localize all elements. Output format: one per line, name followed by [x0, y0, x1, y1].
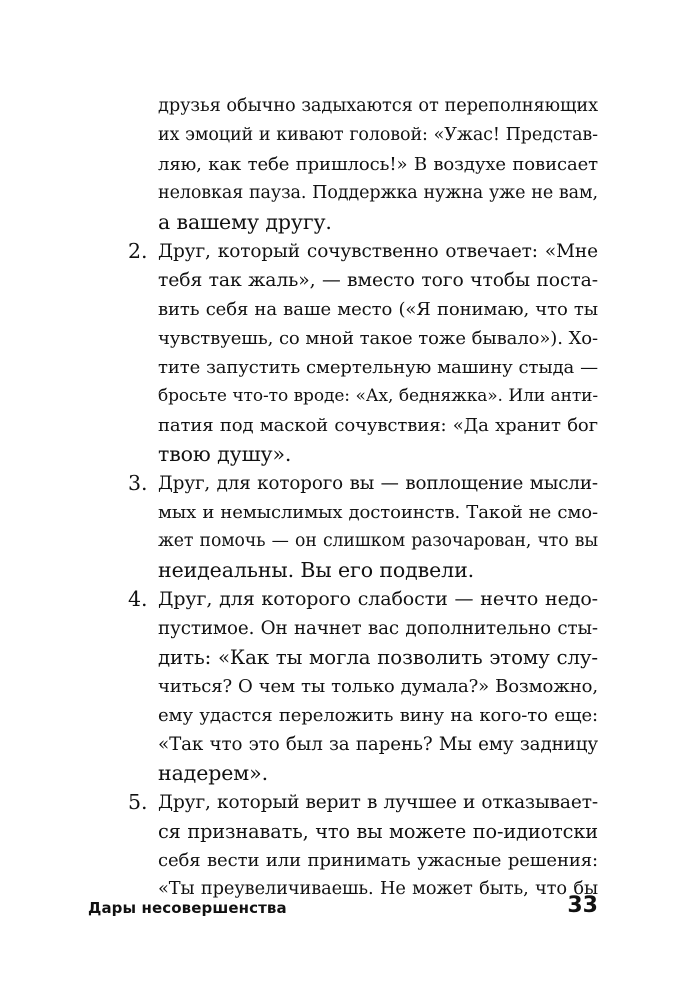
text-line: чувствуешь, со мной такое тоже бывало»). Хо-	[158, 328, 598, 349]
text-line: себя вести или принимать ужасные решения:	[158, 850, 598, 871]
page-number: 33	[567, 893, 598, 918]
text-line: пустимое. Он начнет вас дополнительно сты-	[158, 618, 598, 639]
list-item-number: 3.	[128, 471, 148, 495]
text-line: их эмоций и кивают головой: «Ужас! Представ-	[158, 125, 598, 145]
list-item-number: 5.	[128, 790, 148, 814]
text-line: ему удастся переложить вину на кого-то еще:	[158, 705, 598, 726]
text-line: твою душу».	[158, 442, 292, 466]
text-line: друзья обычно задыхаются от переполняющих	[158, 96, 598, 116]
text-line: неловкая пауза. Поддержка нужна уже не вам,	[158, 183, 598, 203]
text-line: «Так что это был за парень? Мы ему задницу	[158, 734, 598, 755]
text-line: Друг, который верит в лучшее и отказывает-	[158, 792, 598, 813]
text-line: вить себя на ваше место («Я понимаю, что ты	[158, 299, 598, 320]
text-line: неидеальны. Вы его подвели.	[158, 558, 475, 582]
text-line: тебя так жаль», — вместо того чтобы поста-	[158, 270, 598, 291]
text-line: бросьте что-то вроде: «Ах, бедняжка». Или анти-	[158, 386, 598, 406]
text-line: дить: «Как ты могла позволить этому слу-	[158, 646, 598, 669]
text-line: Друг, который сочувственно отвечает: «Мне	[158, 241, 598, 262]
text-line: ся признавать, что вы можете по-идиотски	[158, 820, 598, 843]
text-line: тите запустить смертельную машину стыда —	[158, 357, 598, 378]
running-footer-title: Дары несовершенства	[88, 899, 287, 917]
text-line: ляю, как тебе пришлось!» В воздухе повисает	[158, 154, 598, 175]
text-line: «Ты преувеличиваешь. Не может быть, что бы	[158, 879, 598, 899]
text-line: читься? О чем ты только думала?» Возможно,	[158, 676, 598, 697]
text-line: Друг, для которого вы — воплощение мысли-	[158, 473, 598, 494]
text-line: а вашему другу.	[158, 210, 332, 234]
text-line: мых и немыслимых достоинств. Такой не смо-	[158, 502, 598, 523]
text-line: жет помочь — он слишком разочарован, что вы	[158, 531, 598, 551]
list-item-number: 2.	[128, 239, 148, 263]
text-line: надерем».	[158, 761, 268, 785]
text-line: патия под маской сочувствия: «Да хранит бог	[158, 415, 598, 436]
text-line: Друг, для которого слабости — нечто недо-	[158, 588, 598, 610]
list-item-number: 4.	[128, 587, 148, 611]
